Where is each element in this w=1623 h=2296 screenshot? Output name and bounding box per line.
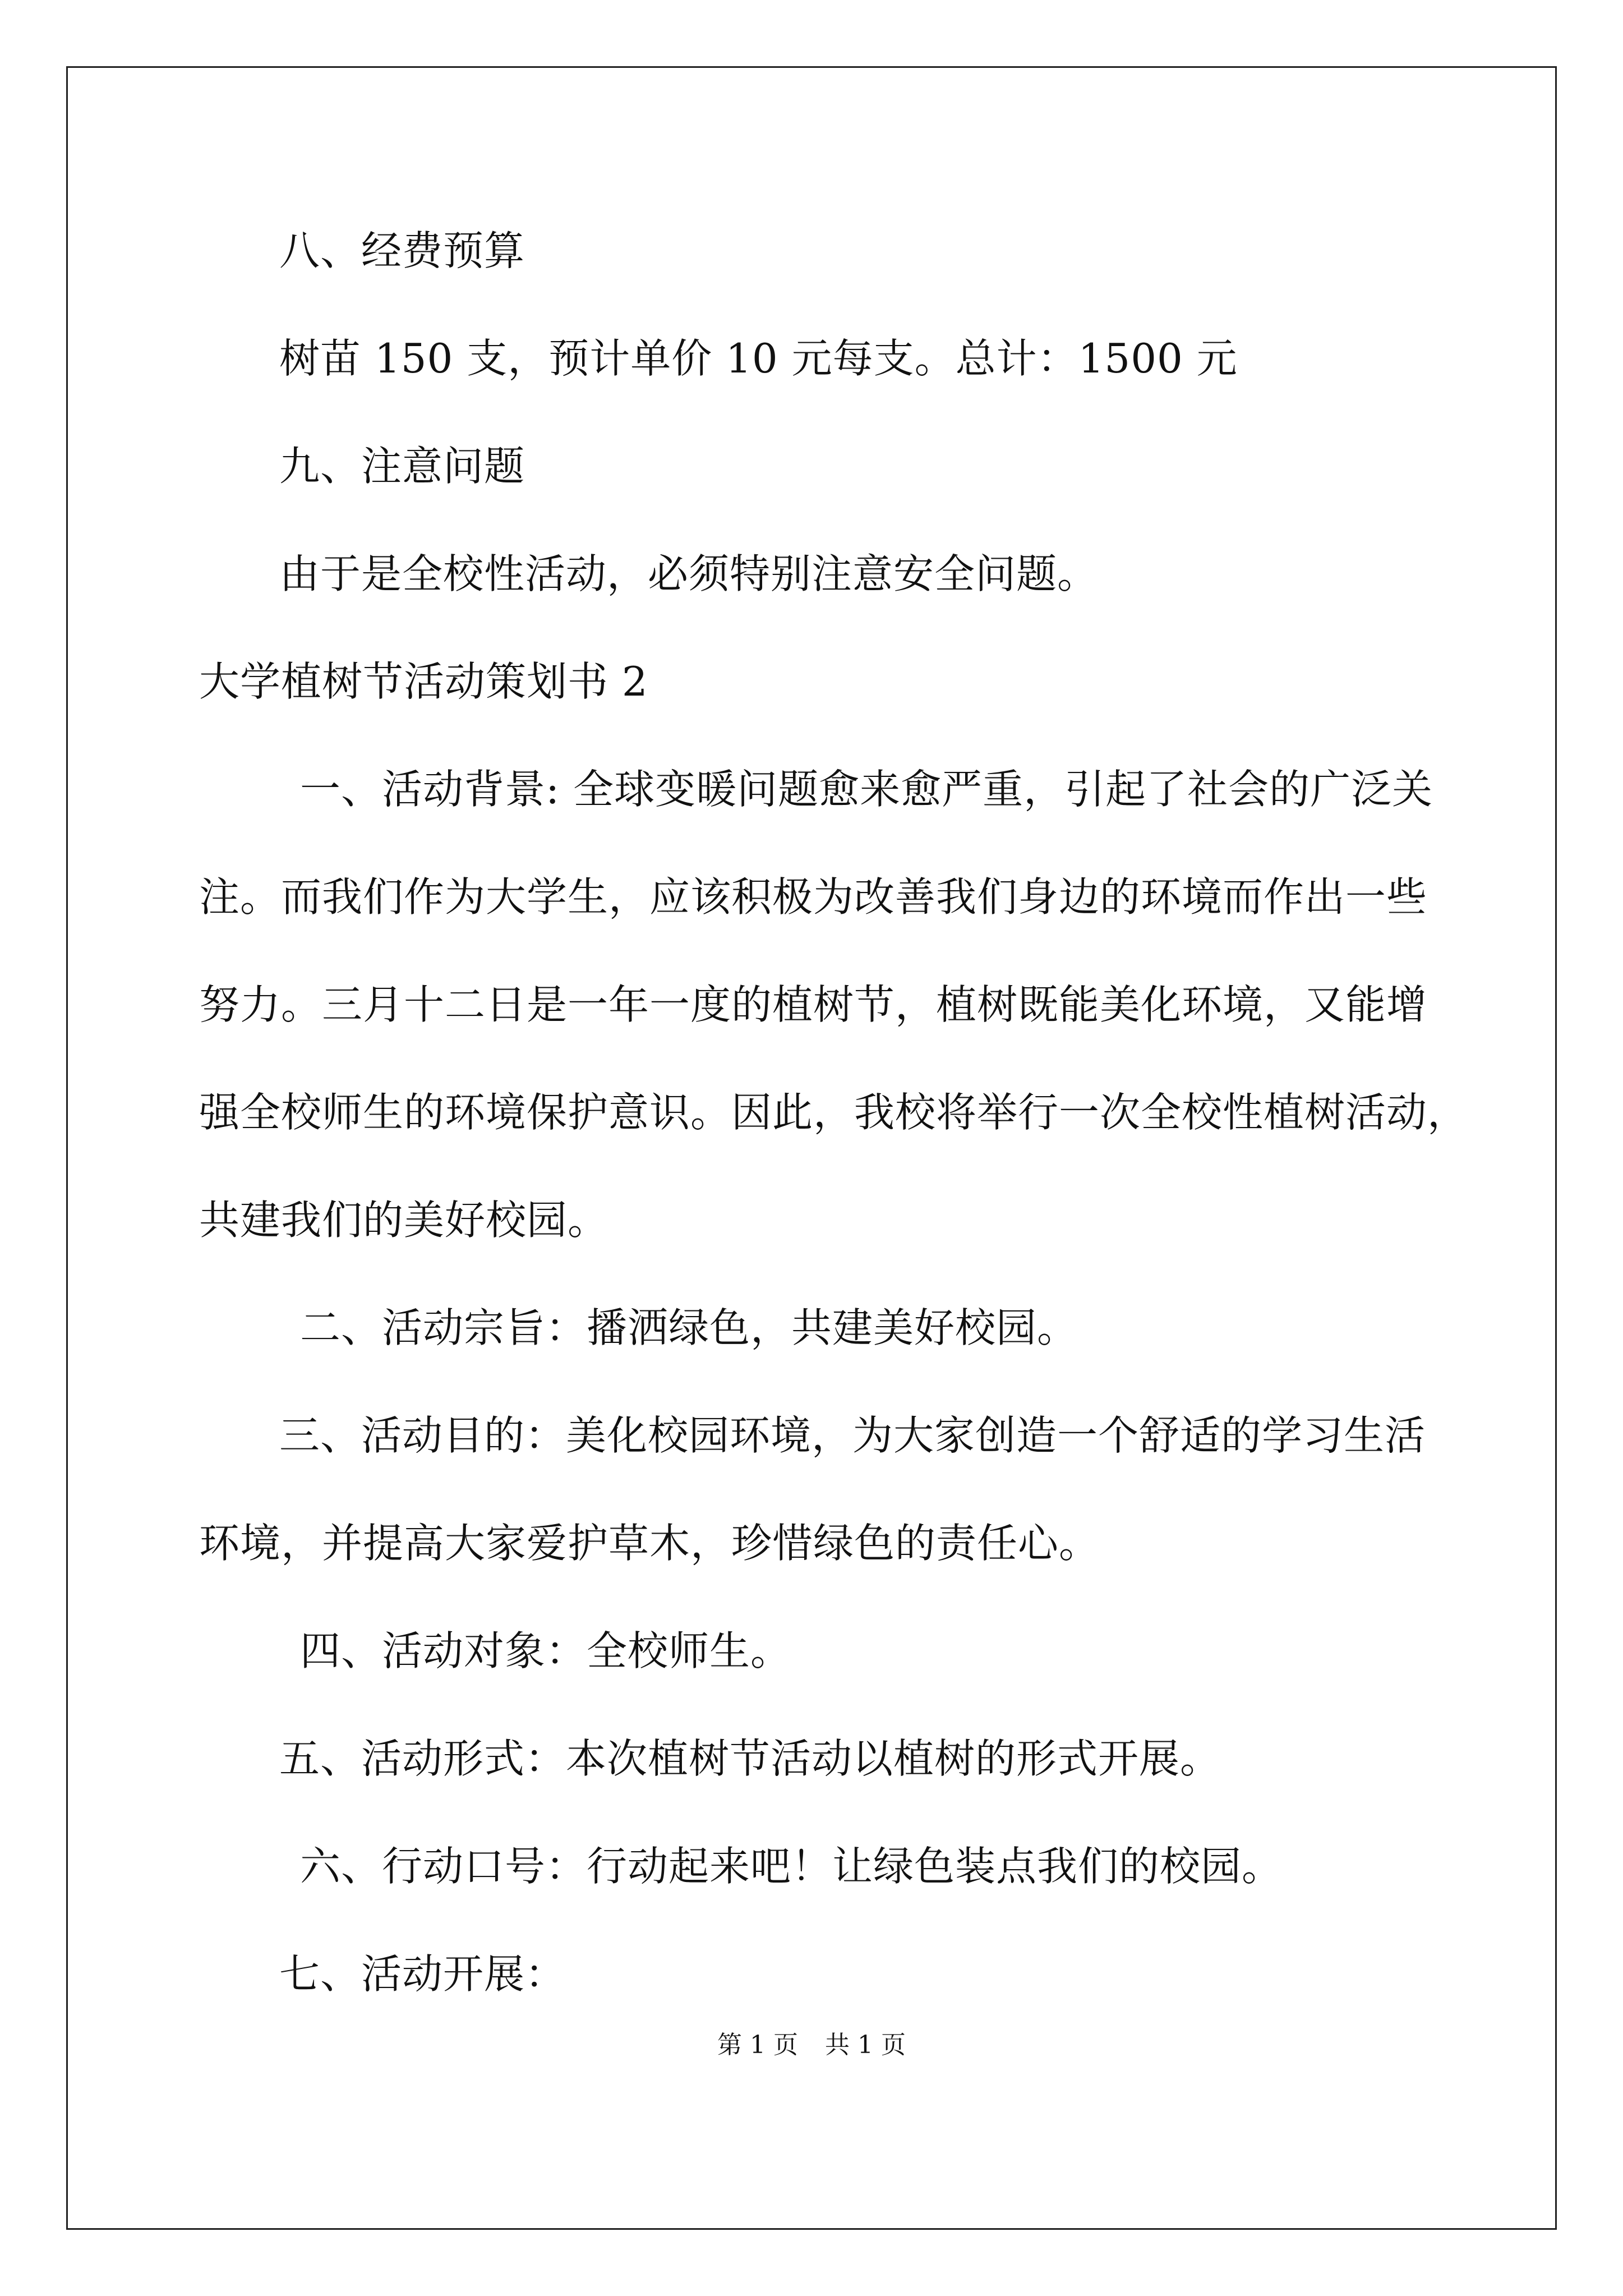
paragraph-background-line2: 注。而我们作为大学生，应该积极为改善我们身边的环境而作出一些 [199,873,1428,921]
paragraph-background-line1: 一、活动背景: 全球变暖问题愈来愈严重，引起了社会的广泛关 [300,766,1433,813]
paragraph-background-line5: 共建我们的美好校园。 [199,1197,609,1244]
paragraph-purpose: 二、活动宗旨：播洒绿色，共建美好校园。 [300,1304,1078,1351]
paragraph-notes: 由于是全校性活动，必须特别注意安全问题。 [279,550,1099,597]
page-footer [0,2028,1623,2062]
section-heading-budget: 八、经费预算 [279,227,525,274]
page-total: 共 1 页 [825,2031,906,2059]
paragraph-background-line3: 努力。三月十二日是一年一度的植树节，植树既能美化环境，又能增 [199,981,1428,1028]
paragraph-goal-line2: 环境，并提高大家爱护草木，珍惜绿色的责任心。 [199,1520,1100,1567]
section-heading-activities: 七、活动开展： [279,1950,566,1998]
paragraph-format: 五、活动形式：本次植树节活动以植树的形式开展。 [279,1735,1221,1782]
paragraph-goal-line1: 三、活动目的：美化校园环境，为大家创造一个舒适的学习生活 [279,1412,1426,1459]
page-border [66,66,1557,2230]
section-heading-notes: 九、注意问题 [279,443,525,490]
paragraph-budget: 树苗 150 支，预计单价 10 元每支。总计：1500 元 [279,335,1238,382]
paragraph-background-line4: 强全校师生的环境保护意识。因此，我校将举行一次全校性植树活动， [199,1089,1469,1136]
paragraph-slogan: 六、行动口号：行动起来吧！让绿色装点我们的校园。 [300,1843,1283,1890]
document-subtitle: 大学植树节活动策划书 2 [199,658,648,705]
page-number: 第 1 页 [717,2031,798,2059]
paragraph-audience: 四、活动对象：全校师生。 [300,1627,792,1674]
